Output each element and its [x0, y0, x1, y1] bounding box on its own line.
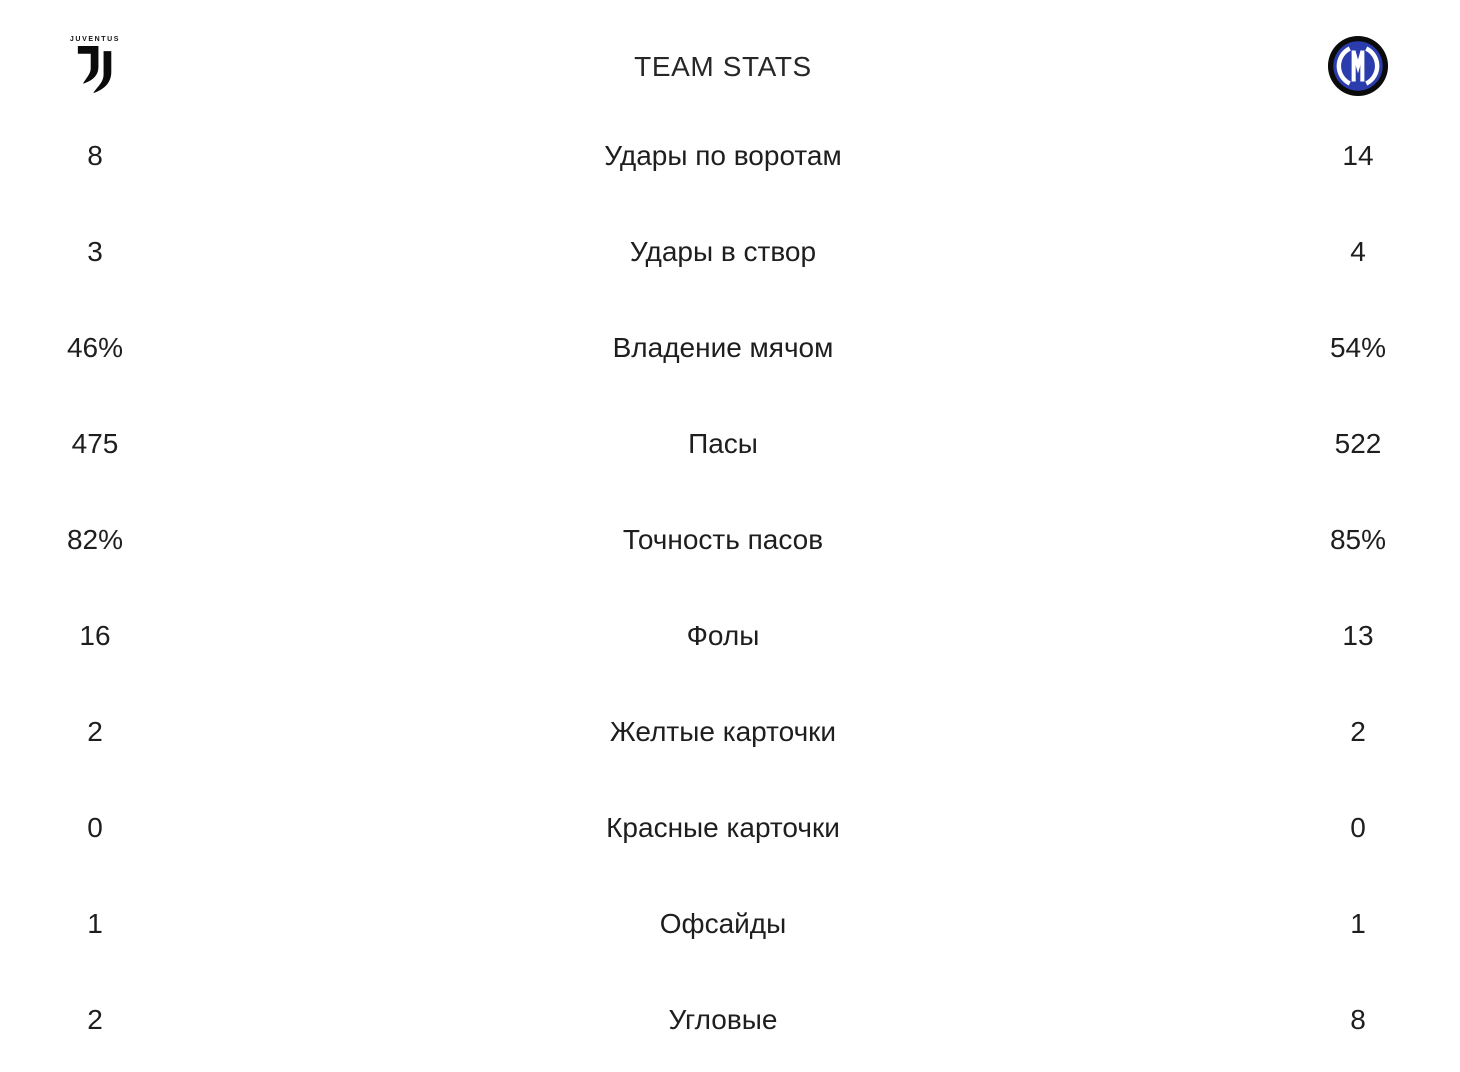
stat-row-pass-accuracy	[0, 492, 1460, 588]
inter-logo	[1327, 35, 1389, 97]
away-value: 54%	[1329, 332, 1387, 364]
juventus-crest-icon	[75, 46, 115, 94]
home-value: 2	[87, 716, 103, 748]
stat-label: Пасы	[688, 428, 758, 460]
away-value: 8	[1350, 1004, 1366, 1036]
stat-row-passes	[0, 396, 1460, 492]
away-value: 4	[1350, 236, 1366, 268]
stats-table	[0, 108, 1460, 1068]
home-value: 3	[87, 236, 103, 268]
away-value: 1	[1350, 908, 1366, 940]
away-value: 13	[1342, 620, 1374, 652]
stat-row-yellow-cards	[0, 684, 1460, 780]
home-value: 2	[87, 1004, 103, 1036]
page-title: TEAM STATS	[634, 51, 812, 82]
stat-row-red-cards	[0, 780, 1460, 876]
away-value: 14	[1342, 140, 1374, 172]
stat-row-shots	[0, 108, 1460, 204]
juventus-logo	[70, 36, 120, 94]
stat-label: Точность пасов	[622, 524, 824, 556]
stat-label: Удары в створ	[629, 236, 817, 268]
stat-label: Угловые	[668, 1004, 778, 1036]
stat-label: Фолы	[686, 620, 760, 652]
stats-header	[0, 0, 1460, 108]
home-value: 16	[79, 620, 111, 652]
home-value: 475	[71, 428, 119, 460]
stat-label: Удары по воротам	[604, 140, 842, 172]
stat-row-fouls	[0, 588, 1460, 684]
home-value: 8	[87, 140, 103, 172]
stat-row-offsides	[0, 876, 1460, 972]
stat-row-shots-on-target	[0, 204, 1460, 300]
stat-label: Желтые карточки	[609, 716, 837, 748]
home-value: 0	[87, 812, 103, 844]
stat-row-corners	[0, 972, 1460, 1068]
home-value: 46%	[66, 332, 124, 364]
home-value: 82%	[66, 524, 124, 556]
stat-label: Красные карточки	[606, 812, 840, 844]
juventus-wordmark: JUVENTUS	[69, 36, 121, 43]
away-value: 0	[1350, 812, 1366, 844]
stat-row-possession	[0, 300, 1460, 396]
home-value: 1	[87, 908, 103, 940]
stat-label: Офсайды	[659, 908, 787, 940]
away-value: 2	[1350, 716, 1366, 748]
away-value: 522	[1334, 428, 1382, 460]
stat-label: Владение мячом	[612, 332, 834, 364]
away-value: 85%	[1329, 524, 1387, 556]
